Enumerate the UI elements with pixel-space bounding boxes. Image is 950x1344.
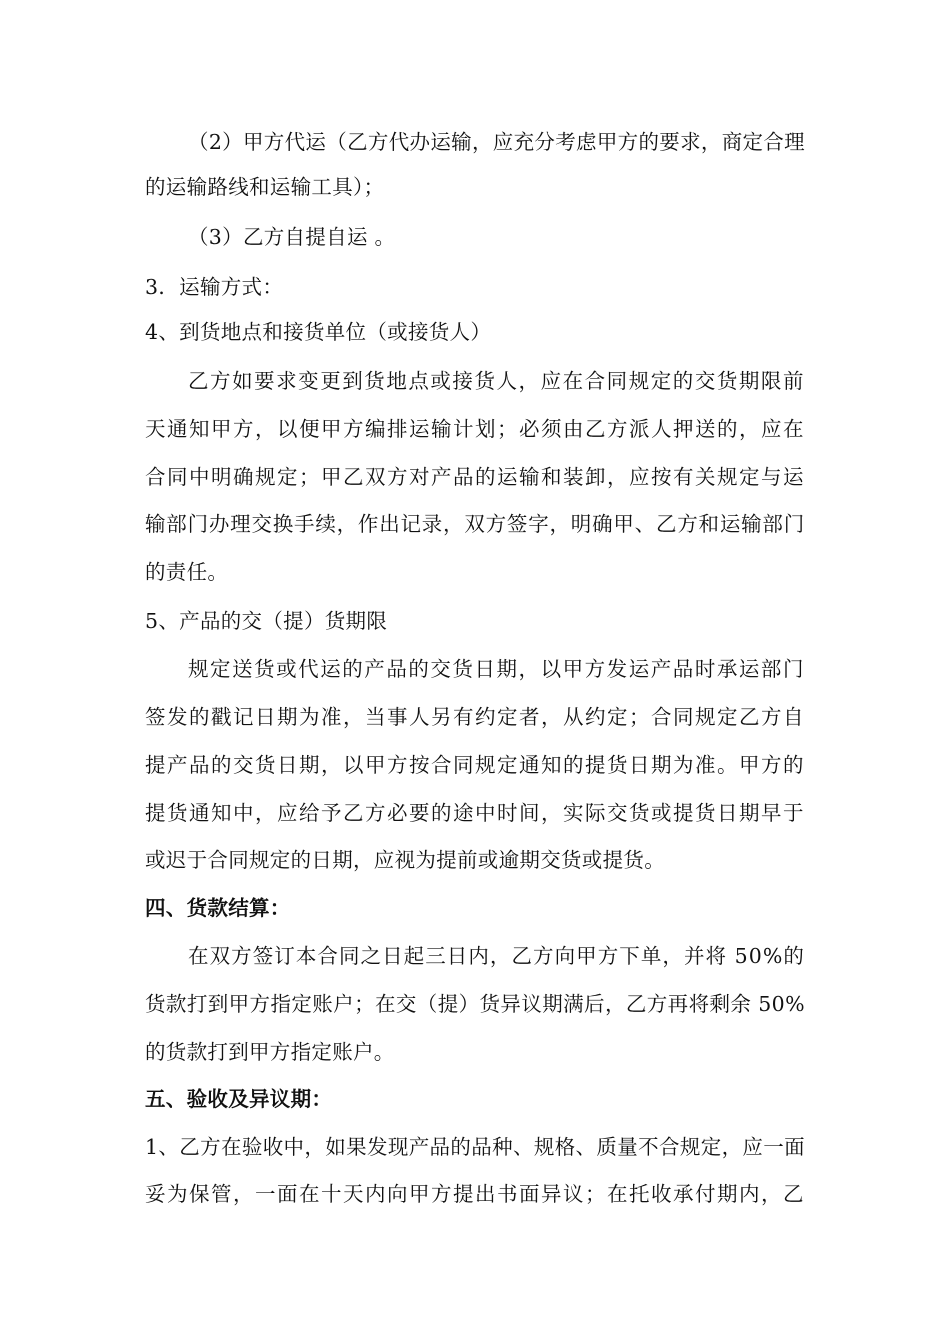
text-line: 的运输路线和运输工具）； [145,175,385,199]
text-line: 货款打到甲方指定账户；在交（提）货异议期满后，乙方再将剩余 50% [145,992,805,1016]
text-line: 妥为保管，一面在十天内向甲方提出书面异议；在托收承付期内，乙 [145,1182,805,1206]
text-line: （3）乙方自提自运 。 [188,225,396,249]
text-line: 签发的戳记日期为准，当事人另有约定者，从约定；合同规定乙方自 [145,705,805,729]
section-heading: 四、货款结算： [145,896,291,920]
text-line: 乙方如要求变更到货地点或接货人，应在合同规定的交货期限前 [188,369,805,393]
text-line: 合同中明确规定；甲乙双方对产品的运输和装卸，应按有关规定与运 [145,465,805,489]
text-line: 输部门办理交换手续，作出记录，双方签字，明确甲、乙方和运输部门 [145,512,805,536]
text-line: 4、到货地点和接货单位（或接货人） [145,320,492,344]
text-line: 的货款打到甲方指定账户。 [145,1040,395,1064]
text-line: 提产品的交货日期，以甲方按合同规定通知的提货日期为准。甲方的 [145,753,805,777]
section-heading: 五、验收及异议期： [145,1087,333,1111]
text-line: 1、乙方在验收中，如果发现产品的品种、规格、质量不合规定，应一面 [145,1135,805,1159]
text-line: （2）甲方代运（乙方代办运输，应充分考虑甲方的要求，商定合理 [188,130,805,154]
text-line: 5、产品的交（提）货期限 [145,609,388,633]
text-line: 在双方签订本合同之日起三日内，乙方向甲方下单，并将 50%的 [188,944,805,968]
text-line: 或迟于合同规定的日期，应视为提前或逾期交货或提货。 [145,848,665,872]
text-line: 天通知甲方，以便甲方编排运输计划；必须由乙方派人押送的，应在 [145,417,805,441]
text-line: 的责任。 [145,560,229,584]
text-line: 3．运输方式： [145,275,284,299]
text-line: 提货通知中，应给予乙方必要的途中时间，实际交货或提货日期早于 [145,801,805,825]
text-line: 规定送货或代运的产品的交货日期，以甲方发运产品时承运部门 [188,657,805,681]
